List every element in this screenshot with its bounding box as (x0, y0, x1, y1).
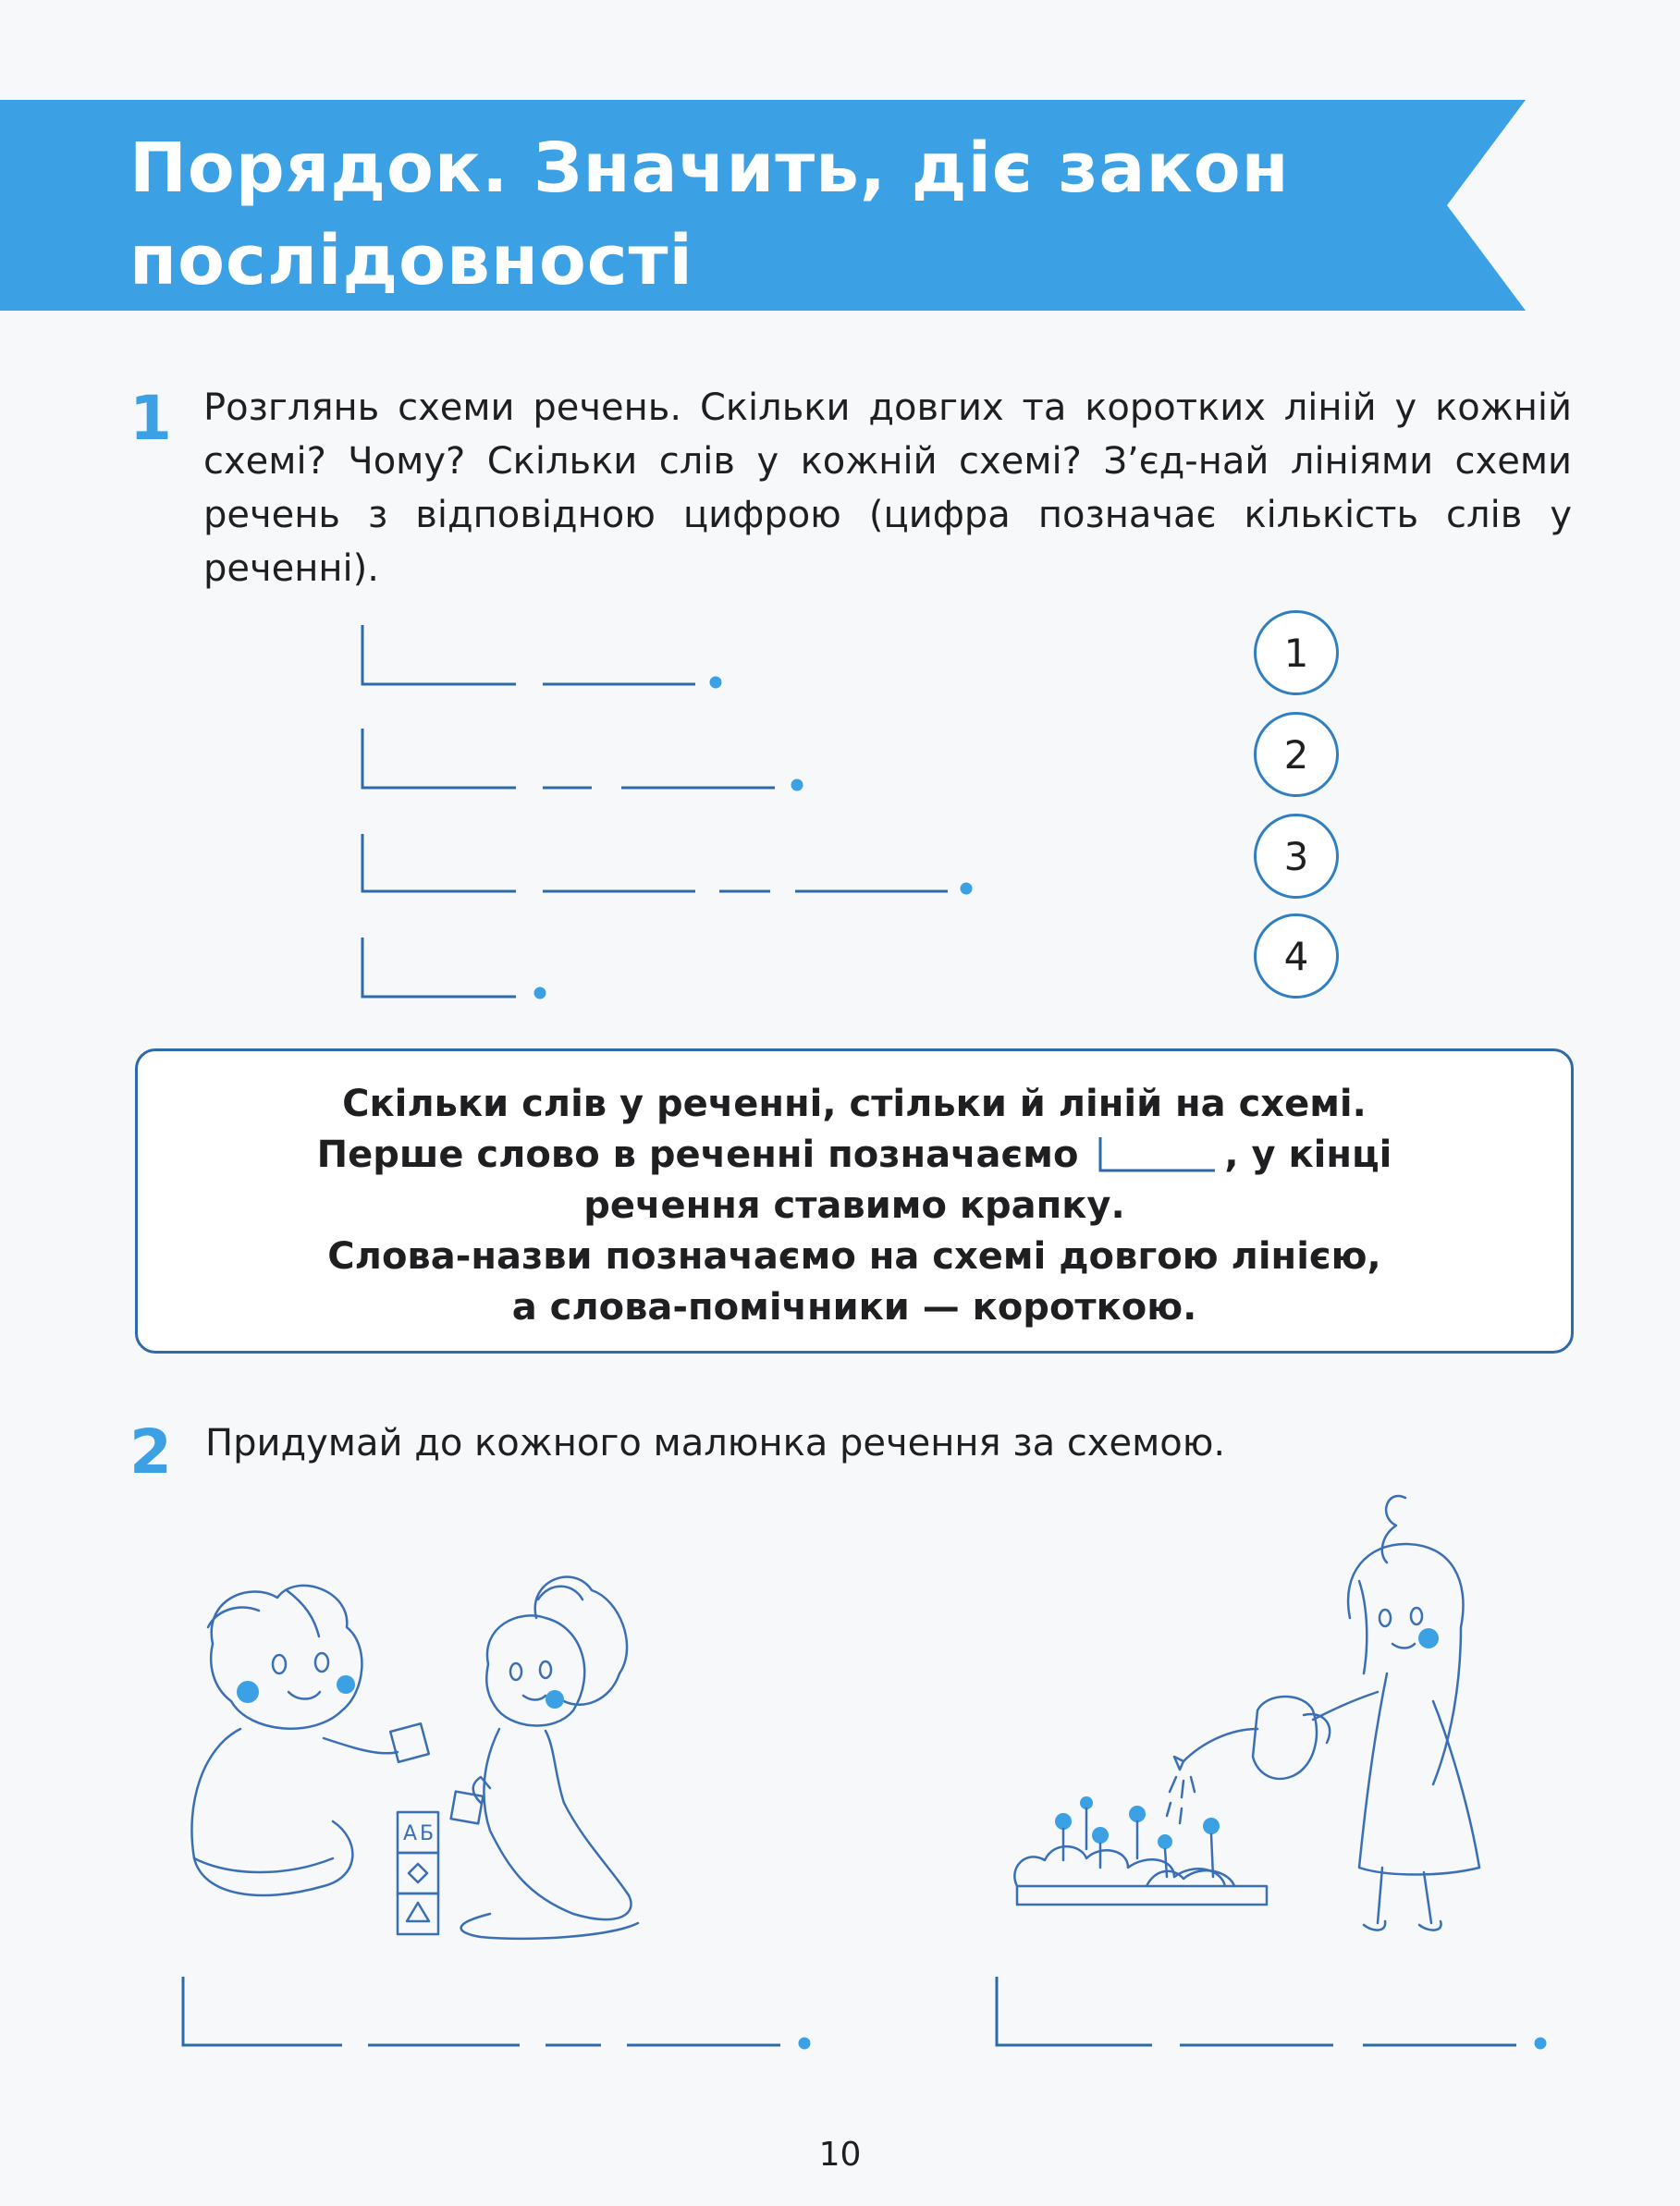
page-number: 10 (818, 2136, 862, 2174)
scheme-2-first-word (362, 729, 516, 788)
scheme-1 (362, 625, 720, 687)
rule-line-3: речення ставимо крапку. (583, 1184, 1125, 1227)
scheme-2 (362, 729, 802, 790)
scheme-4-first-word (362, 938, 516, 997)
task-1-text: Розглянь схеми речень. Скільки довгих та коротких ліній у кожній схемі? Чому? Скільки слів у кожній схемі? З’єд-най лініями схеми речень з відповідною цифрою (цифра позначає кількість слів у реченні). (203, 386, 1572, 590)
number-circle-1[interactable]: 1 (1254, 610, 1339, 695)
number-circle-4[interactable]: 4 (1254, 913, 1339, 999)
task-2-scheme-right (989, 1969, 1553, 2053)
task-2-text: Придумай до кожного малюнка речення за схемою. (205, 1422, 1226, 1465)
rule-line-5: а слова-помічники — короткою. (511, 1286, 1197, 1329)
block-letter-b: Б (420, 1822, 435, 1845)
scheme-1-first-word (362, 625, 516, 684)
scheme-1-period (711, 678, 720, 687)
task-2-number: 2 (129, 1416, 172, 1488)
scheme-3-period (962, 884, 971, 893)
rule-line-2-end: , у кінці (1224, 1134, 1392, 1176)
first-word-scheme-icon (1095, 1135, 1220, 1176)
scheme-4-period (535, 988, 545, 998)
rule-line-2-start: Перше слово в реченні позначаємо (316, 1134, 1079, 1176)
girl-watering-flowers-illustration (999, 1479, 1516, 1960)
rule-line-1: Скільки слів у реченні, стільки й ліній на схемі. (342, 1083, 1367, 1125)
scheme-right-period (1536, 2039, 1545, 2048)
children-with-blocks-illustration (176, 1563, 693, 1951)
rule-box (135, 1048, 1574, 1354)
scheme-3-first-word (362, 834, 516, 891)
scheme-right-first-word (997, 1977, 1152, 2045)
number-circle-2[interactable]: 2 (1254, 712, 1339, 797)
block-letter-a: А (403, 1822, 418, 1845)
task-1-number: 1 (129, 383, 172, 454)
number-circle-3[interactable]: 3 (1254, 814, 1339, 899)
scheme-4 (362, 938, 545, 998)
scheme-2-period (792, 780, 802, 790)
rule-line-4: Слова-назви позначаємо на схемі довгою лінією, (327, 1235, 1381, 1278)
scheme-left-first-word (183, 1977, 342, 2045)
rule-line-2 (175, 1130, 1534, 1181)
page-title: Порядок. Значить, діє закон послідовності (129, 129, 1290, 300)
task-2-scheme-left (176, 1969, 841, 2053)
scheme-3 (362, 834, 971, 893)
scheme-left-period (800, 2039, 809, 2048)
